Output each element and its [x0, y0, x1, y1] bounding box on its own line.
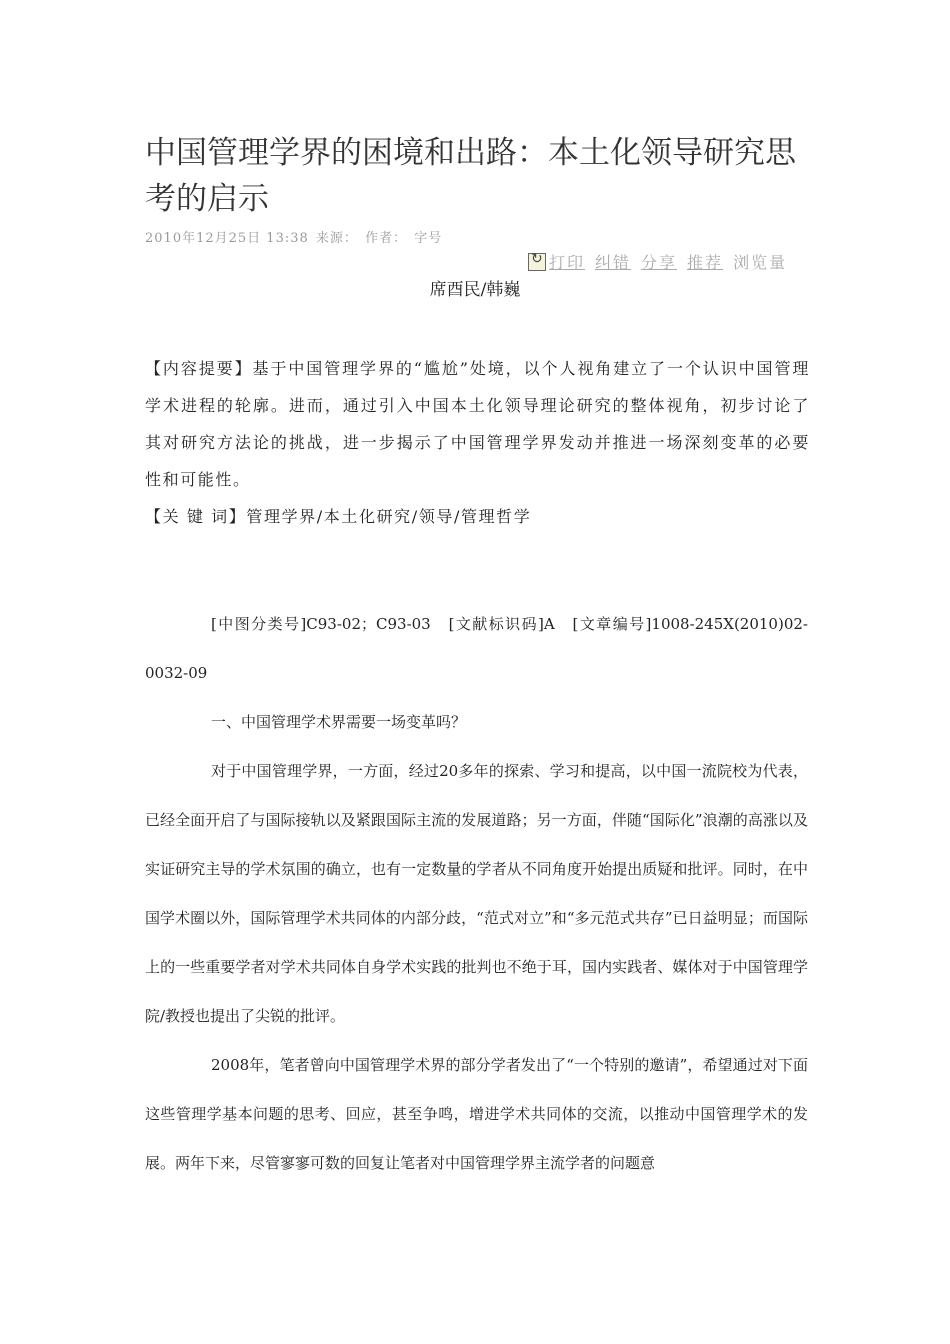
- article-meta: [145, 227, 444, 246]
- body-paragraph: 对于中国管理学界，一方面，经过20多年的探索、学习和提高，以中国一流院校为代表，已经全面开启了与国际接轨以及紧跟国际主流的发展道路；另一方面，伴随“国际化”浪潮的高涨以及实证研究主导的学术氛围的确立，也有一定数量的学者从不同角度开始提出质疑和批评。同时，在中国学术圈以外，国际管理学术共同体的内部分歧，“范式对立”和“多元范式共存”已日益明显；而国际上的一些重要学者对学术共同体自身学术实践的批判也不绝于耳，国内实践者、媒体对于中国管理学院/教授也提出了尖锐的批评。: [145, 762, 808, 1025]
- publish-date: 2010年12月25日 13:38: [145, 231, 309, 246]
- abstract-text: 基于中国管理学界的“尴尬”处境，以个人视角建立了一个认识中国管理学术进程的轮廓。进而，通过引入中国本土化领导理论研究的整体视角，初步讨论了其对研究方法论的挑战，进一步揭示了中国管理学界发动并推进一场深刻变革的必要性和可能性。: [145, 359, 811, 489]
- article-title: 中国管理学界的困境和出路：本土化领导研究思考的启示: [145, 135, 796, 217]
- print-link[interactable]: 打印: [549, 253, 586, 272]
- article-body: [145, 600, 808, 1188]
- keywords: [145, 500, 810, 534]
- article-authors: 席酉民/韩巍: [429, 280, 521, 300]
- share-link[interactable]: 分享: [641, 253, 678, 272]
- article-toolbar: [528, 250, 808, 273]
- refresh-icon[interactable]: [528, 253, 546, 271]
- font-size-label[interactable]: 字号: [414, 231, 443, 246]
- section-heading: 一、中国管理学术界需要一场变革吗？: [211, 713, 467, 731]
- correct-link[interactable]: 纠错: [595, 253, 632, 272]
- body-paragraph: 2008年，笔者曾向中国管理学术界的部分学者发出了“一个特别的邀请”，希望通过对下面这些管理学基本问题的思考、回应，甚至争鸣，增进学术共同体的交流，以推动中国管理学术的发展。两年下来，尽管寥寥可数的回复让笔者对中国管理学界主流学者的问题意: [145, 1056, 808, 1172]
- abstract: [145, 350, 810, 498]
- classification-line: [中图分类号]C93-02；C93-03 [文献标识码]A [文章编号]1008-245X(2010)02-0032-09: [145, 615, 808, 682]
- source-label: 来源：: [315, 231, 358, 246]
- recommend-link[interactable]: 推荐: [687, 253, 724, 272]
- author-label: 作者：: [365, 231, 408, 246]
- views-label: 浏览量: [733, 253, 788, 272]
- keywords-text: 管理学界/本土化研究/领导/管理哲学: [246, 507, 532, 526]
- keywords-label: 【关 键 词】: [145, 507, 247, 526]
- abstract-label: 【内容提要】: [145, 359, 253, 378]
